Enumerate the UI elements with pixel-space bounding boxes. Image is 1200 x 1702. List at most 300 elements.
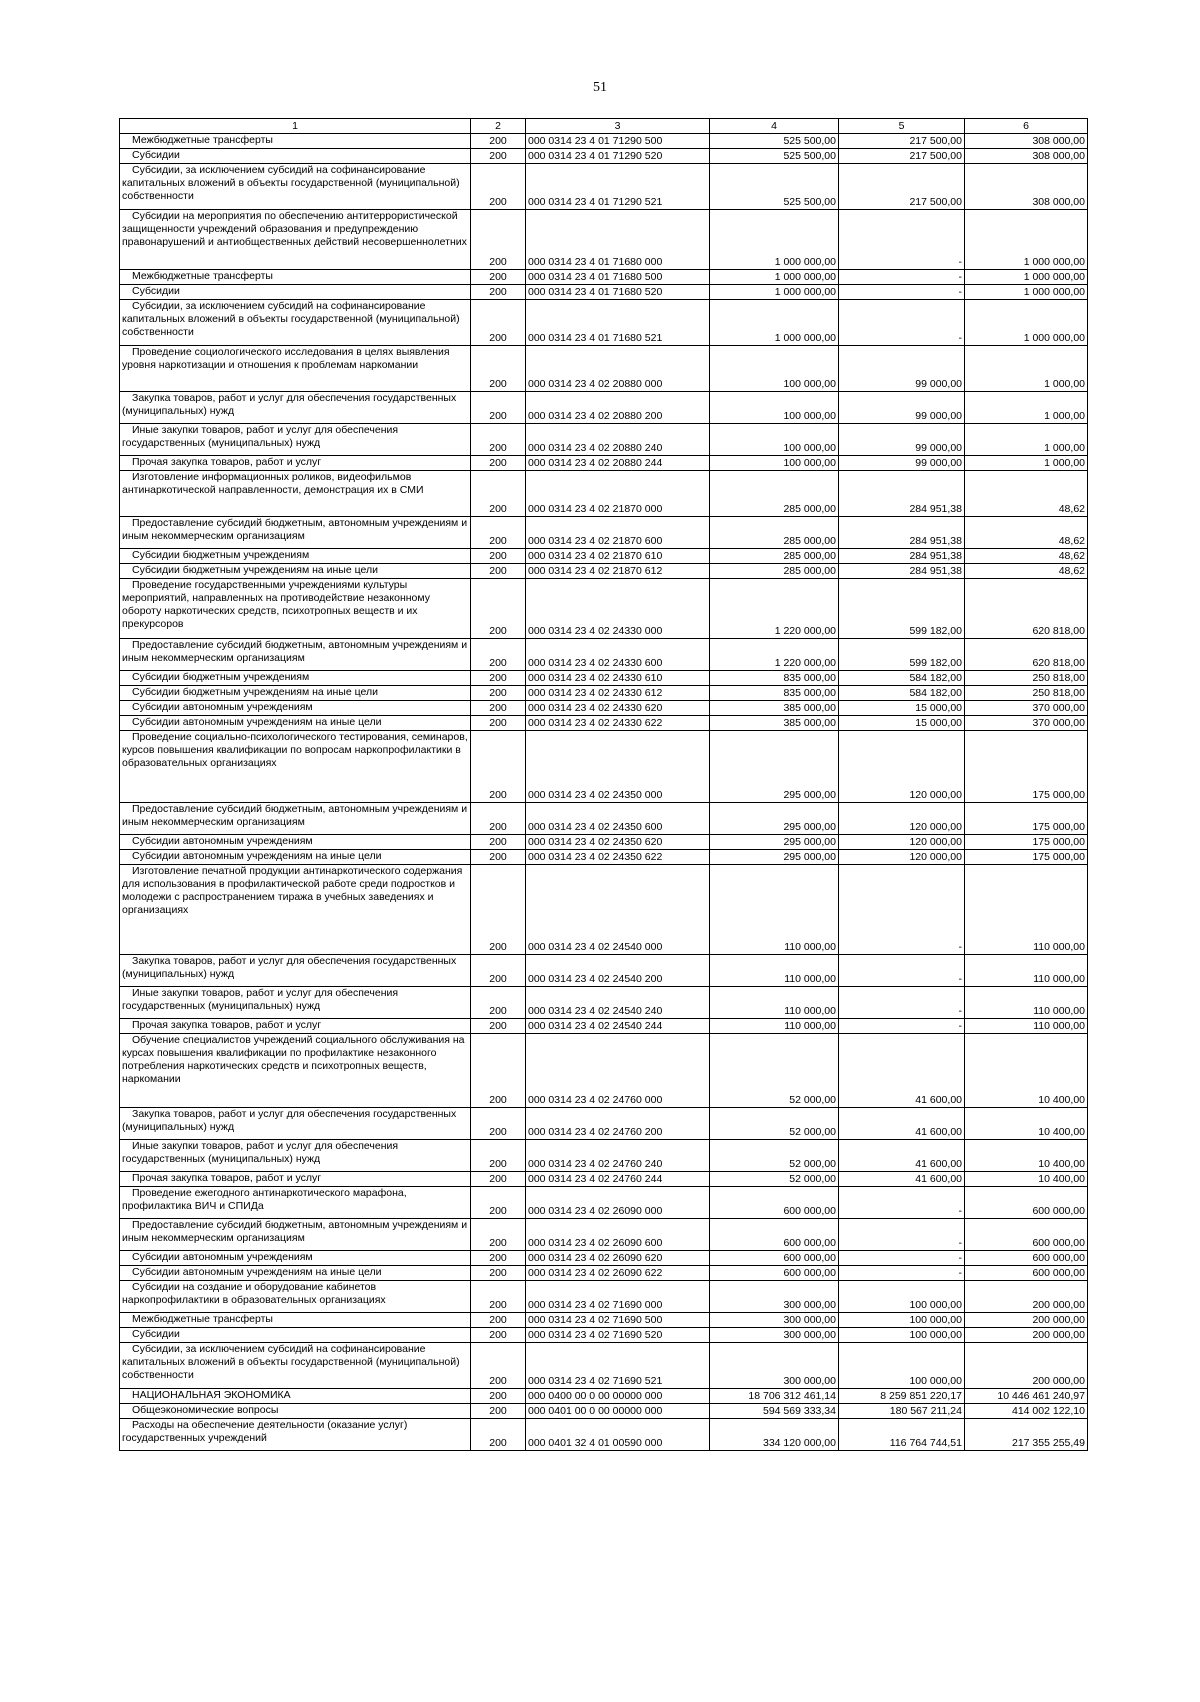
row-section-code: 200	[471, 270, 526, 285]
column-number: 6	[965, 119, 1088, 134]
row-name: Проведение социально-психологического тестирования, семинаров, курсов повышения квалификации по вопросам наркопрофилактики в образовательных организациях	[120, 731, 471, 803]
row-value-col5: 217 500,00	[839, 134, 965, 149]
row-value-col4: 100 000,00	[710, 392, 839, 424]
page-number: 51	[593, 80, 607, 95]
row-budget-code: 000 0314 23 4 02 21870 600	[526, 517, 710, 549]
row-value-col5: 100 000,00	[839, 1343, 965, 1389]
row-section-code: 200	[471, 671, 526, 686]
table-row	[120, 1404, 1088, 1419]
table-row	[120, 1108, 1088, 1140]
row-value-col6: 200 000,00	[965, 1281, 1088, 1313]
row-section-code: 200	[471, 210, 526, 270]
row-value-col4: 1 000 000,00	[710, 285, 839, 300]
row-value-col4: 285 000,00	[710, 517, 839, 549]
table-row	[120, 716, 1088, 731]
row-section-code: 200	[471, 716, 526, 731]
row-value-col6: 620 818,00	[965, 579, 1088, 639]
row-budget-code: 000 0314 23 4 02 24760 240	[526, 1140, 710, 1172]
row-section-code: 200	[471, 549, 526, 564]
row-value-col4: 385 000,00	[710, 701, 839, 716]
row-name: НАЦИОНАЛЬНАЯ ЭКОНОМИКА	[120, 1389, 471, 1404]
row-name: Субсидии на мероприятия по обеспечению антитеррористической защищенности учреждений образования и предупреждению правонарушений и антиобщественных действий несовершеннолетних	[120, 210, 471, 270]
row-value-col5: 99 000,00	[839, 392, 965, 424]
row-value-col5: 41 600,00	[839, 1108, 965, 1140]
row-budget-code: 000 0314 23 4 02 24330 000	[526, 579, 710, 639]
row-value-col4: 594 569 333,34	[710, 1404, 839, 1419]
table-row	[120, 1172, 1088, 1187]
row-budget-code: 000 0314 23 4 02 24330 610	[526, 671, 710, 686]
row-value-col5: 599 182,00	[839, 579, 965, 639]
row-value-col5: 15 000,00	[839, 716, 965, 731]
row-value-col6: 1 000,00	[965, 456, 1088, 471]
row-budget-code: 000 0314 23 4 02 20880 200	[526, 392, 710, 424]
row-section-code: 200	[471, 731, 526, 803]
row-name: Иные закупки товаров, работ и услуг для обеспечения государственных (муниципальных) нужд	[120, 1140, 471, 1172]
row-value-col4: 295 000,00	[710, 731, 839, 803]
table-row	[120, 270, 1088, 285]
row-value-col6: 10 400,00	[965, 1172, 1088, 1187]
row-budget-code: 000 0314 23 4 02 24350 622	[526, 850, 710, 865]
row-budget-code: 000 0314 23 4 01 71290 521	[526, 164, 710, 210]
row-value-col5: -	[839, 1266, 965, 1281]
row-budget-code: 000 0314 23 4 02 24540 000	[526, 865, 710, 955]
row-value-col6: 175 000,00	[965, 803, 1088, 835]
row-name: Проведение государственными учреждениями культуры мероприятий, направленных на противодействие незаконному обороту наркотических средств, психотропных веществ и их прекурсоров	[120, 579, 471, 639]
row-value-col4: 1 000 000,00	[710, 210, 839, 270]
row-value-col6: 48,62	[965, 471, 1088, 517]
row-section-code: 200	[471, 149, 526, 164]
table-row	[120, 1281, 1088, 1313]
row-section-code: 200	[471, 865, 526, 955]
row-name: Изготовление печатной продукции антинаркотического содержания для использования в профилактической работе среди подростков и молодежи с распространением тиража в учебных заведениях и организациях	[120, 865, 471, 955]
row-value-col6: 414 002 122,10	[965, 1404, 1088, 1419]
table-row	[120, 300, 1088, 346]
row-name: Изготовление информационных роликов, видеофильмов антинаркотической направленности, демонстрация их в СМИ	[120, 471, 471, 517]
row-value-col4: 334 120 000,00	[710, 1419, 839, 1451]
table-row	[120, 392, 1088, 424]
row-budget-code: 000 0400 00 0 00 00000 000	[526, 1389, 710, 1404]
row-value-col6: 600 000,00	[965, 1251, 1088, 1266]
row-name: Субсидии	[120, 149, 471, 164]
table-row	[120, 1187, 1088, 1219]
table-row	[120, 346, 1088, 392]
row-name: Субсидии автономным учреждениям на иные цели	[120, 716, 471, 731]
row-budget-code: 000 0314 23 4 02 24540 240	[526, 987, 710, 1019]
row-name: Субсидии автономным учреждениям	[120, 701, 471, 716]
row-budget-code: 000 0314 23 4 01 71290 500	[526, 134, 710, 149]
table-row	[120, 1219, 1088, 1251]
row-value-col6: 600 000,00	[965, 1219, 1088, 1251]
table-row	[120, 1140, 1088, 1172]
row-name: Субсидии бюджетным учреждениям на иные цели	[120, 564, 471, 579]
row-value-col4: 100 000,00	[710, 346, 839, 392]
row-value-col5: 120 000,00	[839, 835, 965, 850]
table-row	[120, 1266, 1088, 1281]
row-value-col4: 300 000,00	[710, 1281, 839, 1313]
row-budget-code: 000 0314 23 4 02 21870 610	[526, 549, 710, 564]
row-section-code: 200	[471, 1343, 526, 1389]
row-name: Расходы на обеспечение деятельности (оказание услуг) государственных учреждений	[120, 1419, 471, 1451]
row-value-col6: 620 818,00	[965, 639, 1088, 671]
row-section-code: 200	[471, 955, 526, 987]
row-name: Субсидии автономным учреждениям	[120, 835, 471, 850]
table-row	[120, 134, 1088, 149]
row-value-col5: -	[839, 270, 965, 285]
row-section-code: 200	[471, 1404, 526, 1419]
row-section-code: 200	[471, 850, 526, 865]
row-value-col5: 100 000,00	[839, 1313, 965, 1328]
row-budget-code: 000 0314 23 4 02 24350 600	[526, 803, 710, 835]
table-row	[120, 164, 1088, 210]
row-value-col4: 1 000 000,00	[710, 270, 839, 285]
row-value-col4: 385 000,00	[710, 716, 839, 731]
row-budget-code: 000 0314 23 4 02 71690 520	[526, 1328, 710, 1343]
row-value-col5: 120 000,00	[839, 803, 965, 835]
row-budget-code: 000 0314 23 4 02 26090 000	[526, 1187, 710, 1219]
row-value-col4: 110 000,00	[710, 1019, 839, 1034]
row-value-col4: 100 000,00	[710, 424, 839, 456]
table-row	[120, 424, 1088, 456]
row-value-col4: 52 000,00	[710, 1172, 839, 1187]
row-value-col5: -	[839, 1019, 965, 1034]
row-value-col6: 175 000,00	[965, 850, 1088, 865]
row-value-col5: 100 000,00	[839, 1281, 965, 1313]
table-row	[120, 686, 1088, 701]
row-value-col6: 250 818,00	[965, 671, 1088, 686]
row-value-col6: 600 000,00	[965, 1266, 1088, 1281]
row-name: Межбюджетные трансферты	[120, 1313, 471, 1328]
row-value-col4: 110 000,00	[710, 865, 839, 955]
row-section-code: 200	[471, 564, 526, 579]
row-section-code: 200	[471, 701, 526, 716]
row-value-col6: 1 000 000,00	[965, 300, 1088, 346]
table-row	[120, 456, 1088, 471]
row-value-col5: -	[839, 1251, 965, 1266]
row-value-col4: 52 000,00	[710, 1034, 839, 1108]
row-value-col5: 8 259 851 220,17	[839, 1389, 965, 1404]
row-value-col4: 110 000,00	[710, 955, 839, 987]
row-name: Иные закупки товаров, работ и услуг для обеспечения государственных (муниципальных) нужд	[120, 987, 471, 1019]
row-budget-code: 000 0314 23 4 02 71690 521	[526, 1343, 710, 1389]
row-budget-code: 000 0314 23 4 02 24330 620	[526, 701, 710, 716]
row-name: Субсидии	[120, 1328, 471, 1343]
row-section-code: 200	[471, 1328, 526, 1343]
row-value-col4: 300 000,00	[710, 1343, 839, 1389]
row-value-col5: 41 600,00	[839, 1172, 965, 1187]
row-name: Субсидии, за исключением субсидий на софинансирование капитальных вложений в объекты государственной (муниципальной) собственности	[120, 164, 471, 210]
row-value-col5: 120 000,00	[839, 731, 965, 803]
row-budget-code: 000 0314 23 4 02 21870 000	[526, 471, 710, 517]
table-row	[120, 549, 1088, 564]
table-row	[120, 701, 1088, 716]
row-budget-code: 000 0314 23 4 01 71680 521	[526, 300, 710, 346]
row-value-col4: 300 000,00	[710, 1328, 839, 1343]
row-value-col5: -	[839, 865, 965, 955]
row-section-code: 200	[471, 1034, 526, 1108]
row-value-col6: 110 000,00	[965, 865, 1088, 955]
row-section-code: 200	[471, 686, 526, 701]
row-section-code: 200	[471, 1172, 526, 1187]
row-value-col4: 600 000,00	[710, 1251, 839, 1266]
row-section-code: 200	[471, 1187, 526, 1219]
row-value-col5: -	[839, 1187, 965, 1219]
table-row	[120, 671, 1088, 686]
row-budget-code: 000 0314 23 4 02 24540 244	[526, 1019, 710, 1034]
row-value-col6: 308 000,00	[965, 134, 1088, 149]
row-value-col4: 52 000,00	[710, 1140, 839, 1172]
row-section-code: 200	[471, 1419, 526, 1451]
table-row	[120, 1419, 1088, 1451]
row-value-col4: 835 000,00	[710, 686, 839, 701]
row-budget-code: 000 0401 00 0 00 00000 000	[526, 1404, 710, 1419]
row-value-col5: 284 951,38	[839, 517, 965, 549]
column-number: 3	[526, 119, 710, 134]
row-budget-code: 000 0314 23 4 01 71680 500	[526, 270, 710, 285]
row-name: Субсидии бюджетным учреждениям	[120, 671, 471, 686]
row-value-col4: 1 000 000,00	[710, 300, 839, 346]
row-section-code: 200	[471, 1389, 526, 1404]
row-value-col5: 99 000,00	[839, 456, 965, 471]
row-value-col5: 41 600,00	[839, 1140, 965, 1172]
row-value-col4: 525 500,00	[710, 134, 839, 149]
row-section-code: 200	[471, 285, 526, 300]
row-value-col6: 1 000 000,00	[965, 210, 1088, 270]
row-section-code: 200	[471, 1140, 526, 1172]
row-value-col4: 52 000,00	[710, 1108, 839, 1140]
row-value-col5: 180 567 211,24	[839, 1404, 965, 1419]
row-section-code: 200	[471, 392, 526, 424]
row-value-col5: -	[839, 210, 965, 270]
row-section-code: 200	[471, 1251, 526, 1266]
row-section-code: 200	[471, 300, 526, 346]
row-value-col6: 200 000,00	[965, 1343, 1088, 1389]
row-section-code: 200	[471, 1281, 526, 1313]
row-section-code: 200	[471, 1019, 526, 1034]
table-row	[120, 835, 1088, 850]
row-value-col5: -	[839, 955, 965, 987]
row-value-col5: 116 764 744,51	[839, 1419, 965, 1451]
table-row	[120, 1034, 1088, 1108]
table-row	[120, 850, 1088, 865]
row-name: Проведение ежегодного антинаркотического марафона, профилактика ВИЧ и СПИДа	[120, 1187, 471, 1219]
row-value-col5: 41 600,00	[839, 1034, 965, 1108]
row-budget-code: 000 0314 23 4 02 24760 200	[526, 1108, 710, 1140]
row-name: Предоставление субсидий бюджетным, автономным учреждениям и иным некоммерческим организациям	[120, 803, 471, 835]
row-section-code: 200	[471, 1266, 526, 1281]
column-number: 5	[839, 119, 965, 134]
row-name: Субсидии на создание и оборудование кабинетов наркопрофилактики в образовательных организациях	[120, 1281, 471, 1313]
row-section-code: 200	[471, 639, 526, 671]
row-value-col5: 284 951,38	[839, 549, 965, 564]
row-name: Предоставление субсидий бюджетным, автономным учреждениям и иным некоммерческим организациям	[120, 517, 471, 549]
row-value-col5: -	[839, 285, 965, 300]
row-value-col4: 285 000,00	[710, 564, 839, 579]
row-value-col4: 295 000,00	[710, 803, 839, 835]
table-row	[120, 1313, 1088, 1328]
row-name: Закупка товаров, работ и услуг для обеспечения государственных (муниципальных) нужд	[120, 1108, 471, 1140]
row-budget-code: 000 0314 23 4 02 24330 600	[526, 639, 710, 671]
row-value-col6: 48,62	[965, 517, 1088, 549]
row-section-code: 200	[471, 517, 526, 549]
table-body	[120, 134, 1088, 1451]
row-section-code: 200	[471, 456, 526, 471]
table-row	[120, 955, 1088, 987]
row-value-col5: 99 000,00	[839, 346, 965, 392]
table-row	[120, 731, 1088, 803]
row-value-col5: 584 182,00	[839, 671, 965, 686]
row-name: Субсидии, за исключением субсидий на софинансирование капитальных вложений в объекты государственной (муниципальной) собственности	[120, 300, 471, 346]
row-value-col5: 15 000,00	[839, 701, 965, 716]
row-value-col5: 284 951,38	[839, 564, 965, 579]
row-name: Субсидии автономным учреждениям на иные цели	[120, 1266, 471, 1281]
row-name: Иные закупки товаров, работ и услуг для обеспечения государственных (муниципальных) нужд	[120, 424, 471, 456]
row-value-col6: 200 000,00	[965, 1328, 1088, 1343]
row-value-col6: 110 000,00	[965, 1019, 1088, 1034]
row-value-col6: 200 000,00	[965, 1313, 1088, 1328]
row-name: Субсидии автономным учреждениям	[120, 1251, 471, 1266]
row-budget-code: 000 0401 32 4 01 00590 000	[526, 1419, 710, 1451]
row-name: Субсидии бюджетным учреждениям	[120, 549, 471, 564]
row-budget-code: 000 0314 23 4 02 24540 200	[526, 955, 710, 987]
row-section-code: 200	[471, 1313, 526, 1328]
table-row	[120, 865, 1088, 955]
row-value-col4: 600 000,00	[710, 1219, 839, 1251]
row-value-col4: 295 000,00	[710, 835, 839, 850]
row-value-col6: 175 000,00	[965, 835, 1088, 850]
row-value-col4: 835 000,00	[710, 671, 839, 686]
row-budget-code: 000 0314 23 4 02 24350 000	[526, 731, 710, 803]
table-row	[120, 471, 1088, 517]
row-budget-code: 000 0314 23 4 02 20880 240	[526, 424, 710, 456]
row-value-col6: 370 000,00	[965, 716, 1088, 731]
row-budget-code: 000 0314 23 4 02 24330 622	[526, 716, 710, 731]
row-budget-code: 000 0314 23 4 02 71690 000	[526, 1281, 710, 1313]
row-value-col5: 120 000,00	[839, 850, 965, 865]
row-value-col5: 584 182,00	[839, 686, 965, 701]
table-row	[120, 517, 1088, 549]
row-value-col4: 1 220 000,00	[710, 639, 839, 671]
row-value-col6: 175 000,00	[965, 731, 1088, 803]
row-value-col6: 110 000,00	[965, 987, 1088, 1019]
table-row	[120, 285, 1088, 300]
row-section-code: 200	[471, 134, 526, 149]
row-value-col6: 250 818,00	[965, 686, 1088, 701]
row-budget-code: 000 0314 23 4 02 71690 500	[526, 1313, 710, 1328]
table-row	[120, 1251, 1088, 1266]
row-value-col6: 600 000,00	[965, 1187, 1088, 1219]
table-row	[120, 149, 1088, 164]
row-value-col6: 1 000,00	[965, 424, 1088, 456]
row-value-col6: 10 400,00	[965, 1034, 1088, 1108]
row-value-col5: -	[839, 300, 965, 346]
table-row	[120, 987, 1088, 1019]
row-name: Прочая закупка товаров, работ и услуг	[120, 1019, 471, 1034]
row-value-col6: 1 000,00	[965, 392, 1088, 424]
table-row	[120, 639, 1088, 671]
row-name: Субсидии автономным учреждениям на иные цели	[120, 850, 471, 865]
table-row	[120, 564, 1088, 579]
row-value-col6: 10 446 461 240,97	[965, 1389, 1088, 1404]
row-budget-code: 000 0314 23 4 01 71680 520	[526, 285, 710, 300]
row-value-col4: 285 000,00	[710, 549, 839, 564]
row-value-col4: 295 000,00	[710, 850, 839, 865]
column-number: 2	[471, 119, 526, 134]
row-name: Субсидии, за исключением субсидий на софинансирование капитальных вложений в объекты государственной (муниципальной) собственности	[120, 1343, 471, 1389]
row-value-col5: 217 500,00	[839, 164, 965, 210]
row-budget-code: 000 0314 23 4 02 24330 612	[526, 686, 710, 701]
row-budget-code: 000 0314 23 4 02 24760 244	[526, 1172, 710, 1187]
row-value-col6: 48,62	[965, 549, 1088, 564]
row-value-col4: 1 220 000,00	[710, 579, 839, 639]
row-value-col5: 99 000,00	[839, 424, 965, 456]
row-value-col5: -	[839, 987, 965, 1019]
row-section-code: 200	[471, 579, 526, 639]
row-section-code: 200	[471, 803, 526, 835]
row-budget-code: 000 0314 23 4 01 71680 000	[526, 210, 710, 270]
row-section-code: 200	[471, 471, 526, 517]
row-value-col6: 308 000,00	[965, 164, 1088, 210]
table-row	[120, 1389, 1088, 1404]
row-value-col4: 525 500,00	[710, 149, 839, 164]
row-section-code: 200	[471, 346, 526, 392]
row-section-code: 200	[471, 164, 526, 210]
row-value-col4: 600 000,00	[710, 1187, 839, 1219]
row-name: Закупка товаров, работ и услуг для обеспечения государственных (муниципальных) нужд	[120, 955, 471, 987]
row-value-col5: -	[839, 1219, 965, 1251]
row-value-col5: 100 000,00	[839, 1328, 965, 1343]
table-row	[120, 803, 1088, 835]
table-row	[120, 1343, 1088, 1389]
row-name: Межбюджетные трансферты	[120, 270, 471, 285]
row-value-col5: 217 500,00	[839, 149, 965, 164]
row-section-code: 200	[471, 987, 526, 1019]
row-budget-code: 000 0314 23 4 02 21870 612	[526, 564, 710, 579]
row-section-code: 200	[471, 835, 526, 850]
row-value-col4: 18 706 312 461,14	[710, 1389, 839, 1404]
row-value-col6: 1 000 000,00	[965, 285, 1088, 300]
row-value-col4: 110 000,00	[710, 987, 839, 1019]
row-name: Субсидии	[120, 285, 471, 300]
column-number: 1	[120, 119, 471, 134]
row-name: Прочая закупка товаров, работ и услуг	[120, 1172, 471, 1187]
row-name: Обучение специалистов учреждений социального обслуживания на курсах повышения квалификации по профилактике незаконного потребления наркотических средств и психотропных веществ, наркомании	[120, 1034, 471, 1108]
table-row	[120, 579, 1088, 639]
row-value-col6: 217 355 255,49	[965, 1419, 1088, 1451]
row-value-col6: 110 000,00	[965, 955, 1088, 987]
row-value-col6: 370 000,00	[965, 701, 1088, 716]
row-value-col6: 1 000 000,00	[965, 270, 1088, 285]
row-value-col4: 100 000,00	[710, 456, 839, 471]
row-value-col5: 599 182,00	[839, 639, 965, 671]
row-value-col6: 1 000,00	[965, 346, 1088, 392]
table-row	[120, 1019, 1088, 1034]
row-budget-code: 000 0314 23 4 02 20880 244	[526, 456, 710, 471]
row-value-col4: 300 000,00	[710, 1313, 839, 1328]
row-section-code: 200	[471, 424, 526, 456]
table-row	[120, 1328, 1088, 1343]
row-value-col6: 308 000,00	[965, 149, 1088, 164]
row-name: Межбюджетные трансферты	[120, 134, 471, 149]
row-name: Прочая закупка товаров, работ и услуг	[120, 456, 471, 471]
row-budget-code: 000 0314 23 4 02 26090 622	[526, 1266, 710, 1281]
row-budget-code: 000 0314 23 4 01 71290 520	[526, 149, 710, 164]
row-value-col5: 284 951,38	[839, 471, 965, 517]
row-name: Предоставление субсидий бюджетным, автономным учреждениям и иным некоммерческим организациям	[120, 639, 471, 671]
row-name: Субсидии бюджетным учреждениям на иные цели	[120, 686, 471, 701]
row-value-col6: 10 400,00	[965, 1140, 1088, 1172]
row-section-code: 200	[471, 1219, 526, 1251]
table-row	[120, 210, 1088, 270]
